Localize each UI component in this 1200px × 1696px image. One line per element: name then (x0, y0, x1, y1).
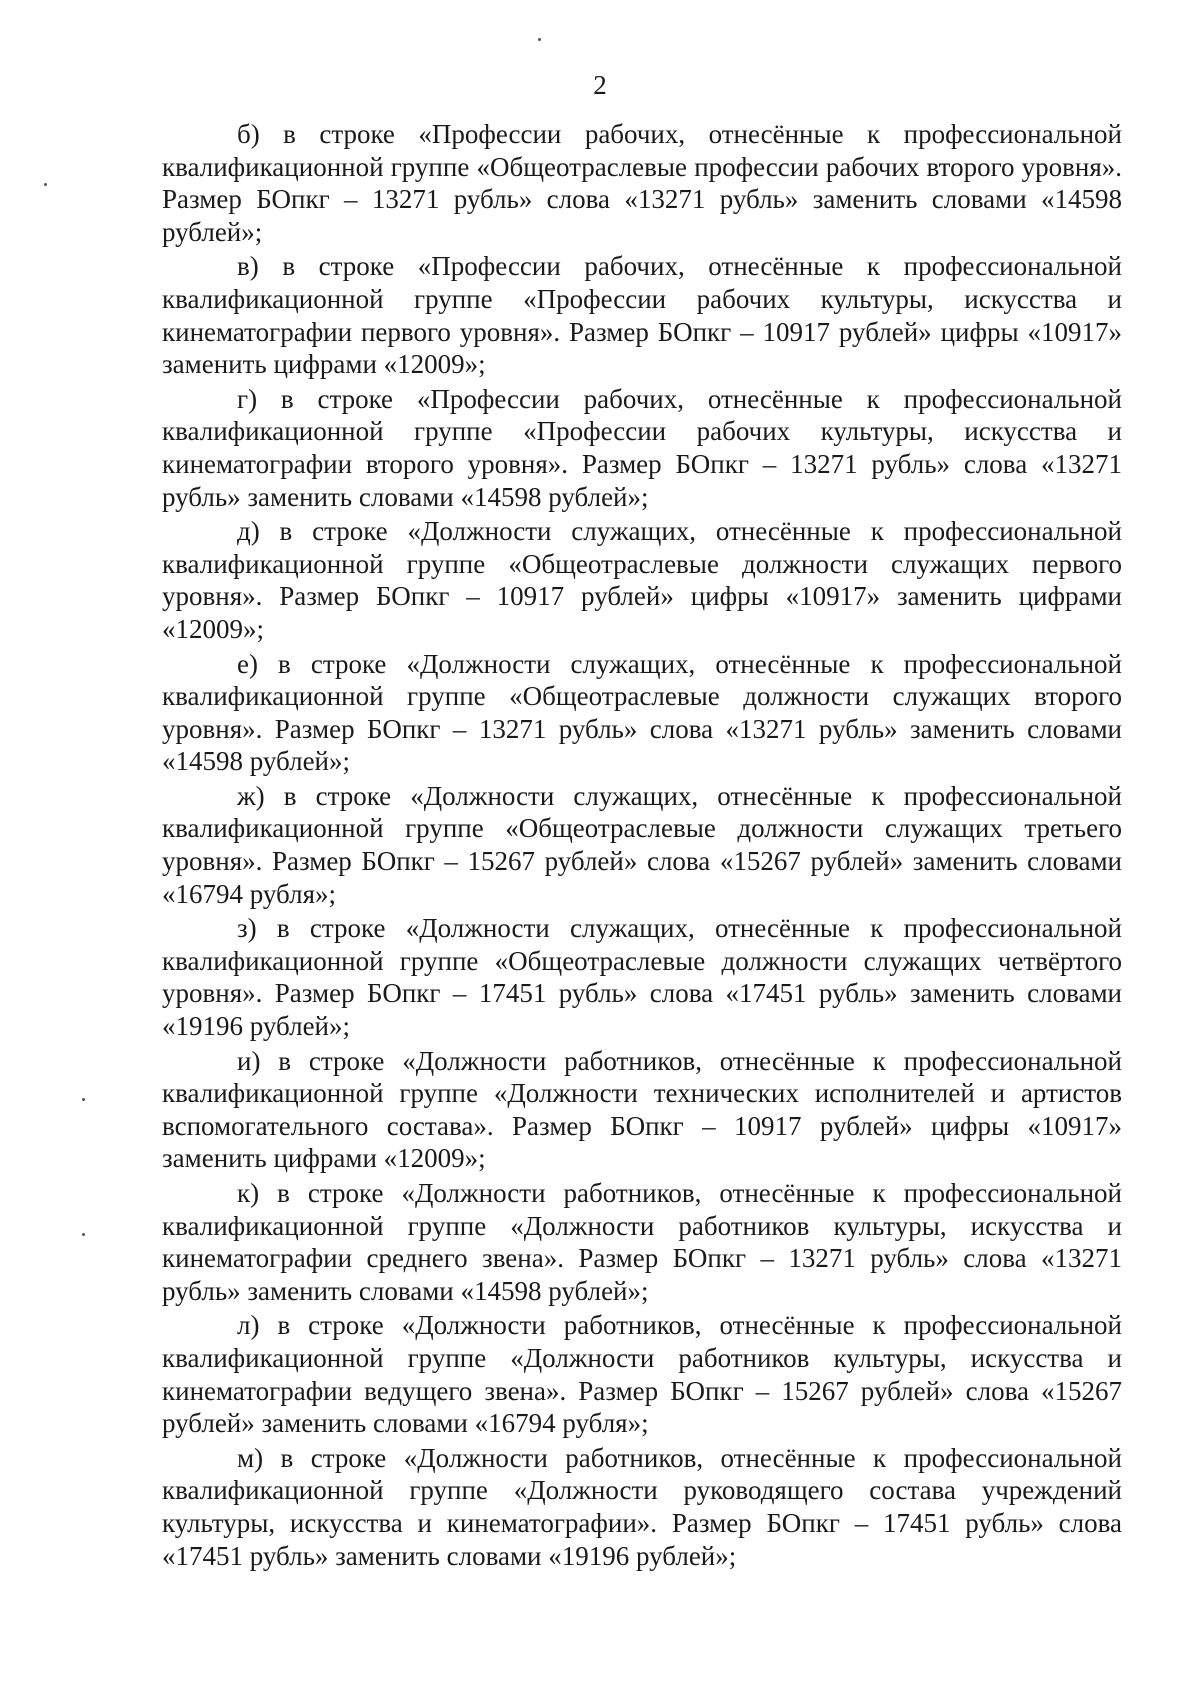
paragraph-v: в) в строке «Профессии рабочих, отнесённые к профессиональной квалификационной группе «Профессии рабочих культуры, искусства и кинематографии первого уровня». Размер БОпкг – 10917 рублей» цифры «10917» заменить цифрами «12009»; (162, 251, 1122, 380)
paragraph-k: к) в строке «Должности работников, отнесённые к профессиональной квалификационной группе «Должности работников культуры, искусства и кинематографии среднего звена». Размер БОпкг – 13271 рубль» слова «13271 рубль» заменить словами «14598 рублей»; (162, 1178, 1122, 1306)
paragraph-i: и) в строке «Должности работников, отнесённые к профессиональной квалификационной группе «Должности технических исполнителей и артистов вспомогательного состава». Размер БОпкг – 10917 рублей» цифры «10917» заменить цифрами «12009»; (162, 1045, 1122, 1174)
paragraph-m: м) в строке «Должности работников, отнесённые к профессиональной квалификационной группе «Должности руководящего состава учреждений культуры, искусства и кинематографии». Размер БОпкг – 17451 рубль» слова «17451 рубль» заменить словами «19196 рублей»; (162, 1442, 1122, 1571)
scan-speck (82, 1098, 85, 1101)
paragraph-b: б) в строке «Профессии рабочих, отнесённые к профессиональной квалификационной группе «Общеотраслевые профессии рабочих второго уровня». Размер БОпкг – 13271 рубль» слова «13271 рубль» заменить словами «14598 рублей»; (162, 119, 1122, 247)
paragraph-e: е) в строке «Должности служащих, отнесённые к профессиональной квалификационной группе «Общеотраслевые должности служащих второго уровня». Размер БОпкг – 13271 рубль» слова «13271 рубль» заменить словами «14598 рублей»; (162, 648, 1122, 777)
document-body (162, 118, 1122, 1574)
page-number: 2 (593, 70, 607, 100)
scan-speck (538, 38, 541, 41)
paragraph-z: з) в строке «Должности служащих, отнесённые к профессиональной квалификационной группе «Общеотраслевые должности служащих четвёртого уровня». Размер БОпкг – 17451 рубль» слова «17451 рубль» заменить словами «19196 рублей»; (162, 913, 1122, 1042)
paragraph-g: г) в строке «Профессии рабочих, отнесённые к профессиональной квалификационной группе «Профессии рабочих культуры, искусства и кинематографии второго уровня». Размер БОпкг – 13271 рубль» слова «13271 рубль» заменить словами «14598 рублей»; (162, 383, 1122, 512)
scan-speck (82, 1233, 85, 1236)
paragraph-zh: ж) в строке «Должности служащих, отнесённые к профессиональной квалификационной группе «Общеотраслевые должности служащих третьего уровня». Размер БОпкг – 15267 рублей» слова «15267 рублей» заменить словами «16794 рубля»; (162, 780, 1122, 909)
paragraph-d: д) в строке «Должности служащих, отнесённые к профессиональной квалификационной группе «Общеотраслевые должности служащих первого уровня». Размер БОпкг – 10917 рублей» цифры «10917» заменить цифрами «12009»; (162, 516, 1122, 644)
paragraph-l: л) в строке «Должности работников, отнесённые к профессиональной квалификационной группе «Должности работников культуры, искусства и кинематографии ведущего звена». Размер БОпкг – 15267 рублей» слова «15267 рублей» заменить словами «16794 рубля»; (162, 1310, 1122, 1439)
scan-speck (44, 183, 47, 186)
